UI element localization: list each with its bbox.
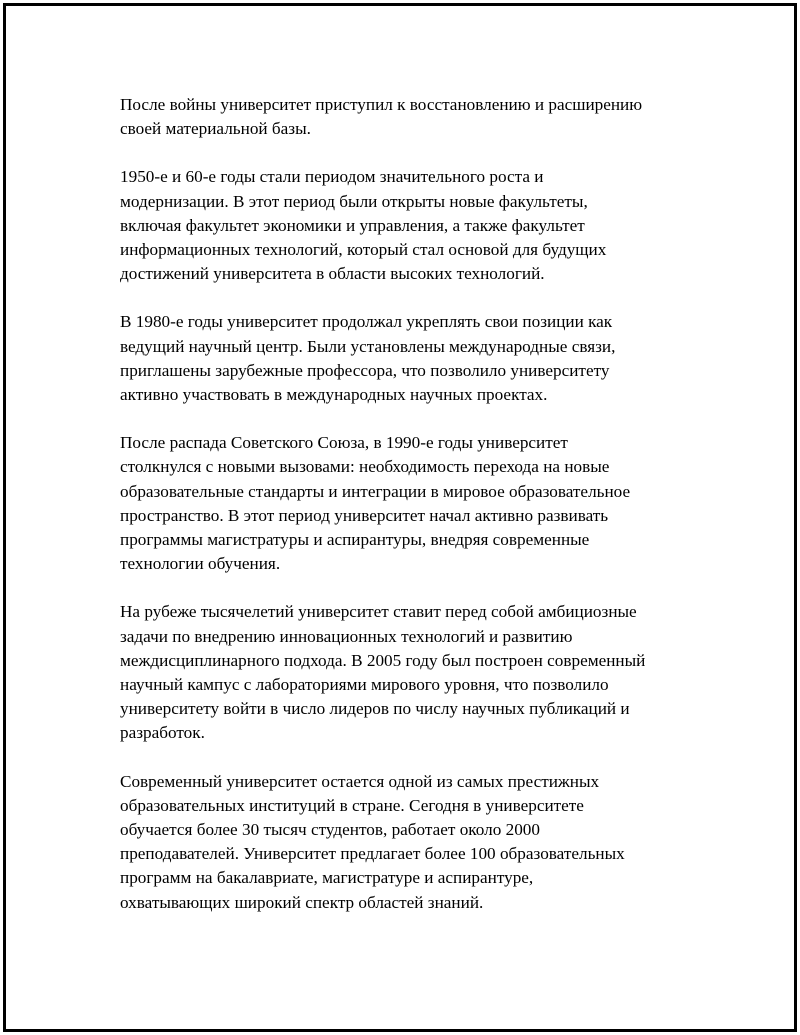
paragraph-1950s-60s: 1950-е и 60-е годы стали периодом значительного роста и модернизации. В этот период были открыты новые факультеты, включая факультет экономики и управления, а также факультет информационных технологий, который стал основой для будущих достижений университета в области высоких технологий. [120, 167, 607, 284]
paragraph-post-war: После войны университет приступил к восстановлению и расширению своей материальной базы. [120, 95, 643, 139]
paragraph-modern-university: Современный университет остается одной из самых престижных образовательных институций в стране. Сегодня в университете обучается более 30 тысяч студентов, работает около 2000 преподавателей. Университет предлагает более 100 образовательных программ на бакалавриате, магистратуре и аспирантуре, охватывающих широкий спектр областей знаний. [120, 771, 625, 912]
page-border [3, 3, 797, 1032]
paragraph-1990s: После распада Советского Союза, в 1990-е годы университет столкнулся с новыми вызовами: необходимость перехода на новые образовательные стандарты и интеграции в мировое образовательное пространство. В этот период университет начал активно развивать программы магистратуры и аспирантуры, внедряя современные технологии обучения. [120, 433, 631, 574]
paragraph-millennium: На рубеже тысячелетий университет ставит перед собой амбициозные задачи по внедрению инновационных технологий и развитию междисциплинарного подхода. В 2005 году был построен современный научный кампус с лабораториями мирового уровня, что позволило университету войти в число лидеров по числу научных публикаций и разработок. [120, 602, 646, 743]
document-body [120, 93, 700, 939]
paragraph-1980s: В 1980-е годы университет продолжал укреплять свои позиции как ведущий научный центр. Были установлены международные связи, приглашены зарубежные профессора, что позволило университету активно участвовать в международных научных проектах. [120, 312, 616, 405]
